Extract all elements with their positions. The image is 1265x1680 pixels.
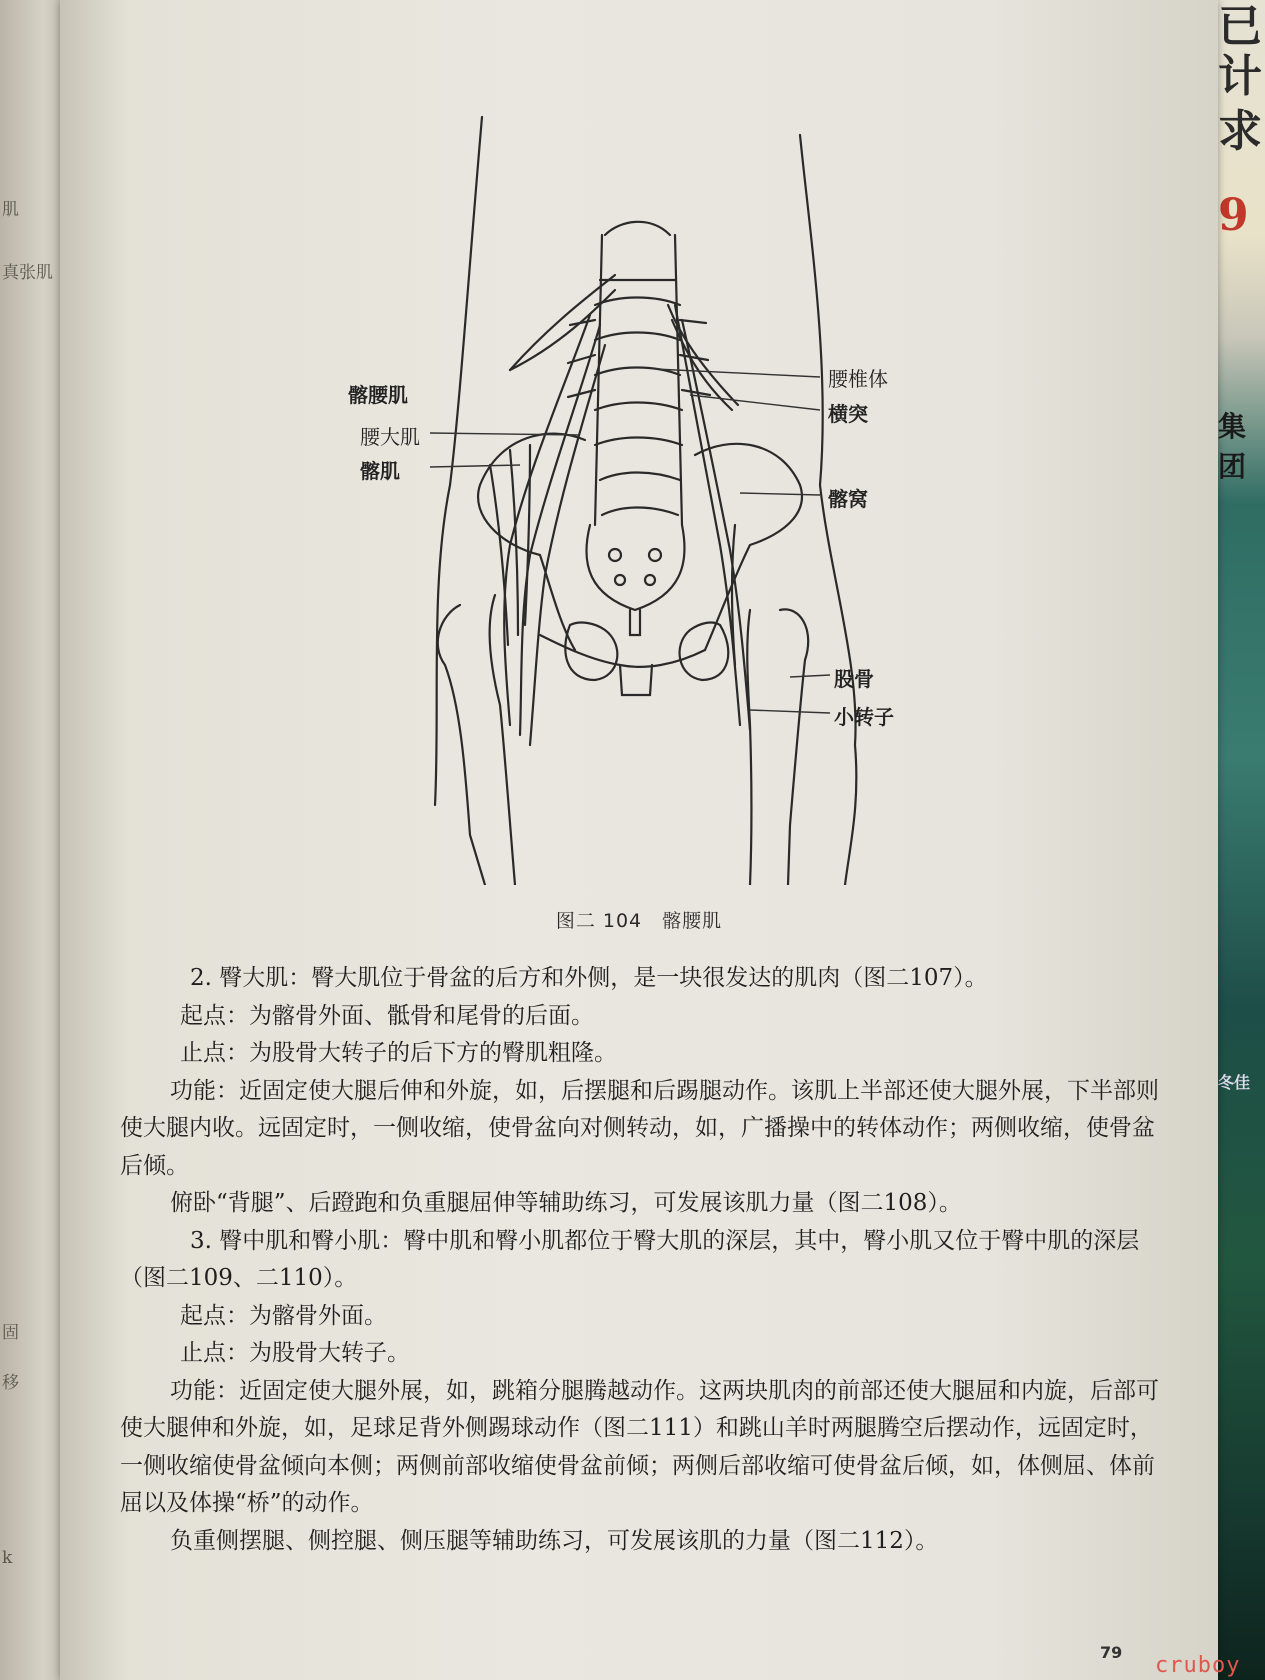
label-iliopsoas: 髂腰肌: [348, 383, 408, 407]
paragraph: 起点：为髂骨外面、骶骨和尾骨的后面。: [180, 1002, 594, 1029]
figure-caption: 图二 104 髂腰肌: [555, 910, 723, 932]
label-lesser-trochanter: 小转子: [834, 705, 894, 729]
body-text: [120, 960, 1165, 1560]
label-transverse-process: 横突: [828, 402, 868, 426]
page-number: 79: [1100, 1643, 1123, 1662]
book-fragment: 计: [1218, 51, 1262, 102]
paragraph: 3. 臀中肌和臀小肌：臀中肌和臀小肌都位于臀大肌的深层，其中，臀小肌又位于臀中肌的深层（图二109、二110）。: [120, 1227, 1140, 1291]
left-page-fragment: k: [2, 1548, 13, 1568]
label-lumbar-vertebra: 腰椎体: [828, 367, 888, 391]
label-iliac-fossa: 髂窝: [828, 487, 868, 511]
book-fragment: 集团: [1218, 410, 1247, 483]
book-page: [60, 0, 1218, 1680]
book-fragment: 求: [1218, 106, 1262, 157]
label-psoas-major: 腰大肌: [360, 425, 420, 449]
label-iliacus: 髂肌: [360, 459, 400, 483]
paragraph: 功能：近固定使大腿外展，如，跳箱分腿腾越动作。这两块肌肉的前部还使大腿屈和内旋，后部可使大腿伸和外旋，如，足球足背外侧踢球动作（图二111）和跳山羊时两腿腾空后摆动作，远固定时，一侧收缩使骨盆倾向本侧；两侧前部收缩使骨盆前倾；两侧后部收缩可使骨盆后倾，如，体侧屈、体前屈以及体操“桥”的动作。: [120, 1377, 1159, 1516]
paragraph: 起点：为髂骨外面。: [180, 1302, 387, 1329]
book-fragment: 已: [1218, 1, 1262, 52]
paragraph: 负重侧摆腿、侧控腿、侧压腿等辅助练习，可发展该肌的力量（图二112）。: [170, 1527, 939, 1554]
book-fragment: 冬佳: [1218, 1073, 1251, 1092]
paragraph: 2. 臀大肌：臀大肌位于骨盆的后方和外侧，是一块很发达的肌肉（图二107）。: [190, 965, 988, 991]
paragraph: 止点：为股骨大转子的后下方的臀肌粗隆。: [180, 1040, 617, 1066]
left-page-fragment: 真张肌: [2, 263, 53, 283]
paragraph: 俯卧“背腿”、后蹬跑和负重腿屈伸等辅助练习，可发展该肌力量（图二108）。: [170, 1190, 962, 1216]
paragraph: 功能：近固定使大腿后伸和外旋，如，后摆腿和后踢腿动作。该肌上半部还使大腿外展，下半部则使大腿内收。远固定时，一侧收缩，使骨盆向对侧转动，如，广播操中的转体动作；两侧收缩，使骨盆后倾。: [120, 1077, 1159, 1179]
background-books: [1210, 0, 1265, 1680]
left-page-fragment: 移: [2, 1373, 19, 1393]
anatomy-figure: [348, 105, 910, 885]
paragraph: 止点：为股骨大转子。: [180, 1340, 410, 1366]
left-page-fragment: 固: [2, 1323, 19, 1343]
watermark: cruboy: [1155, 1653, 1241, 1678]
left-page-fragment: 肌: [2, 200, 19, 220]
book-fragment: 9: [1218, 190, 1249, 241]
label-femur: 股骨: [834, 667, 874, 691]
